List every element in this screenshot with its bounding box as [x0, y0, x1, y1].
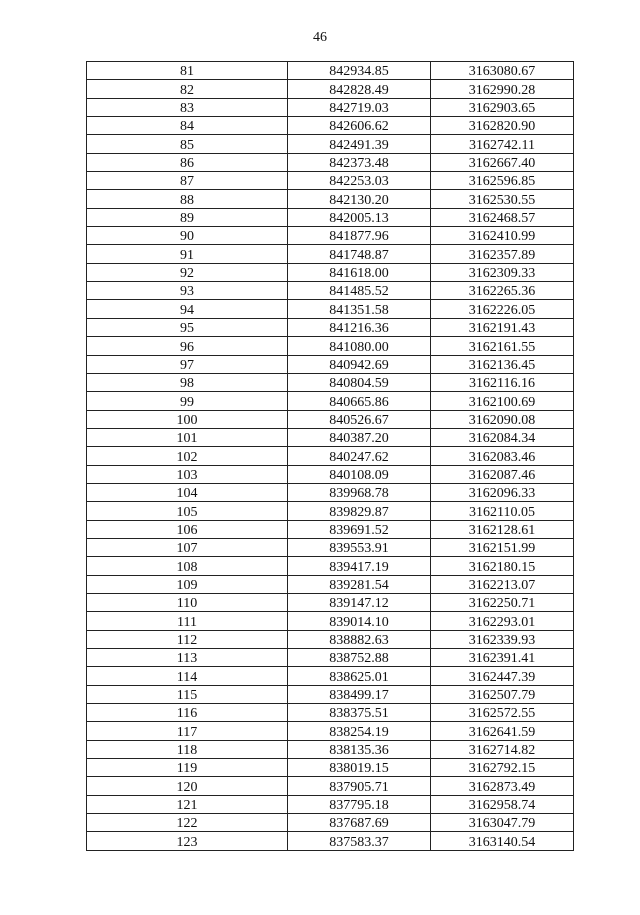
point-number-cell: 82	[87, 80, 288, 98]
y-coordinate-cell: 3162084.34	[431, 428, 574, 446]
table-row	[87, 667, 574, 685]
table-row	[87, 814, 574, 832]
table-row	[87, 392, 574, 410]
point-number-cell: 119	[87, 759, 288, 777]
y-coordinate-cell: 3162250.71	[431, 593, 574, 611]
x-coordinate-cell: 841080.00	[288, 337, 431, 355]
y-coordinate-cell: 3163140.54	[431, 832, 574, 850]
page-number: 46	[313, 30, 327, 45]
point-number-cell: 107	[87, 538, 288, 556]
x-coordinate-cell: 842719.03	[288, 98, 431, 116]
x-coordinate-cell: 839147.12	[288, 593, 431, 611]
table-row	[87, 520, 574, 538]
table-row	[87, 759, 574, 777]
y-coordinate-cell: 3162410.99	[431, 227, 574, 245]
point-number-cell: 90	[87, 227, 288, 245]
x-coordinate-cell: 840942.69	[288, 355, 431, 373]
point-number-cell: 109	[87, 575, 288, 593]
x-coordinate-cell: 842373.48	[288, 153, 431, 171]
x-coordinate-cell: 841748.87	[288, 245, 431, 263]
table-row	[87, 135, 574, 153]
x-coordinate-cell: 838752.88	[288, 649, 431, 667]
table-row	[87, 428, 574, 446]
x-coordinate-cell: 842130.20	[288, 190, 431, 208]
y-coordinate-cell: 3163080.67	[431, 62, 574, 80]
y-coordinate-cell: 3162293.01	[431, 612, 574, 630]
point-number-cell: 101	[87, 428, 288, 446]
y-coordinate-cell: 3162357.89	[431, 245, 574, 263]
x-coordinate-cell: 840247.62	[288, 447, 431, 465]
y-coordinate-cell: 3162128.61	[431, 520, 574, 538]
y-coordinate-cell: 3162990.28	[431, 80, 574, 98]
point-number-cell: 115	[87, 685, 288, 703]
table-row	[87, 740, 574, 758]
table-row	[87, 263, 574, 281]
x-coordinate-cell: 839968.78	[288, 483, 431, 501]
table-row	[87, 245, 574, 263]
coordinate-table-body	[87, 62, 574, 851]
x-coordinate-cell: 838375.51	[288, 704, 431, 722]
x-coordinate-cell: 840665.86	[288, 392, 431, 410]
table-row	[87, 300, 574, 318]
table-row	[87, 153, 574, 171]
point-number-cell: 103	[87, 465, 288, 483]
point-number-cell: 99	[87, 392, 288, 410]
table-row	[87, 282, 574, 300]
x-coordinate-cell: 842253.03	[288, 172, 431, 190]
point-number-cell: 110	[87, 593, 288, 611]
x-coordinate-cell: 839691.52	[288, 520, 431, 538]
table-row	[87, 649, 574, 667]
y-coordinate-cell: 3162530.55	[431, 190, 574, 208]
point-number-cell: 114	[87, 667, 288, 685]
y-coordinate-cell: 3162265.36	[431, 282, 574, 300]
y-coordinate-cell: 3162110.05	[431, 502, 574, 520]
x-coordinate-cell: 838499.17	[288, 685, 431, 703]
table-row	[87, 227, 574, 245]
table-row	[87, 172, 574, 190]
y-coordinate-cell: 3162667.40	[431, 153, 574, 171]
table-row	[87, 593, 574, 611]
point-number-cell: 87	[87, 172, 288, 190]
table-row	[87, 685, 574, 703]
point-number-cell: 96	[87, 337, 288, 355]
y-coordinate-cell: 3162083.46	[431, 447, 574, 465]
x-coordinate-cell: 838135.36	[288, 740, 431, 758]
point-number-cell: 97	[87, 355, 288, 373]
point-number-cell: 118	[87, 740, 288, 758]
table-row	[87, 373, 574, 391]
y-coordinate-cell: 3162572.55	[431, 704, 574, 722]
x-coordinate-cell: 838625.01	[288, 667, 431, 685]
x-coordinate-cell: 840804.59	[288, 373, 431, 391]
y-coordinate-cell: 3162213.07	[431, 575, 574, 593]
x-coordinate-cell: 839553.91	[288, 538, 431, 556]
x-coordinate-cell: 837687.69	[288, 814, 431, 832]
point-number-cell: 91	[87, 245, 288, 263]
point-number-cell: 111	[87, 612, 288, 630]
point-number-cell: 81	[87, 62, 288, 80]
table-row	[87, 62, 574, 80]
point-number-cell: 116	[87, 704, 288, 722]
table-row	[87, 318, 574, 336]
table-row	[87, 483, 574, 501]
y-coordinate-cell: 3162191.43	[431, 318, 574, 336]
y-coordinate-cell: 3162903.65	[431, 98, 574, 116]
point-number-cell: 93	[87, 282, 288, 300]
y-coordinate-cell: 3163047.79	[431, 814, 574, 832]
point-number-cell: 122	[87, 814, 288, 832]
x-coordinate-cell: 838254.19	[288, 722, 431, 740]
y-coordinate-cell: 3162087.46	[431, 465, 574, 483]
x-coordinate-cell: 841485.52	[288, 282, 431, 300]
table-row	[87, 795, 574, 813]
x-coordinate-cell: 839014.10	[288, 612, 431, 630]
table-row	[87, 612, 574, 630]
point-number-cell: 98	[87, 373, 288, 391]
y-coordinate-cell: 3162641.59	[431, 722, 574, 740]
table-row	[87, 465, 574, 483]
point-number-cell: 108	[87, 557, 288, 575]
x-coordinate-cell: 842828.49	[288, 80, 431, 98]
point-number-cell: 104	[87, 483, 288, 501]
y-coordinate-cell: 3162339.93	[431, 630, 574, 648]
table-row	[87, 337, 574, 355]
point-number-cell: 106	[87, 520, 288, 538]
x-coordinate-cell: 840526.67	[288, 410, 431, 428]
point-number-cell: 102	[87, 447, 288, 465]
x-coordinate-cell: 841877.96	[288, 227, 431, 245]
x-coordinate-cell: 837905.71	[288, 777, 431, 795]
x-coordinate-cell: 839281.54	[288, 575, 431, 593]
y-coordinate-cell: 3162161.55	[431, 337, 574, 355]
x-coordinate-cell: 841216.36	[288, 318, 431, 336]
table-row	[87, 117, 574, 135]
point-number-cell: 83	[87, 98, 288, 116]
y-coordinate-cell: 3162100.69	[431, 392, 574, 410]
table-row	[87, 502, 574, 520]
x-coordinate-cell: 840387.20	[288, 428, 431, 446]
y-coordinate-cell: 3162714.82	[431, 740, 574, 758]
point-number-cell: 86	[87, 153, 288, 171]
coordinate-table	[86, 61, 574, 851]
x-coordinate-cell: 837795.18	[288, 795, 431, 813]
x-coordinate-cell: 841351.58	[288, 300, 431, 318]
point-number-cell: 117	[87, 722, 288, 740]
table-row	[87, 538, 574, 556]
table-row	[87, 557, 574, 575]
y-coordinate-cell: 3162958.74	[431, 795, 574, 813]
y-coordinate-cell: 3162820.90	[431, 117, 574, 135]
y-coordinate-cell: 3162180.15	[431, 557, 574, 575]
point-number-cell: 85	[87, 135, 288, 153]
point-number-cell: 123	[87, 832, 288, 850]
y-coordinate-cell: 3162596.85	[431, 172, 574, 190]
x-coordinate-cell: 842491.39	[288, 135, 431, 153]
point-number-cell: 94	[87, 300, 288, 318]
x-coordinate-cell: 841618.00	[288, 263, 431, 281]
table-row	[87, 190, 574, 208]
y-coordinate-cell: 3162309.33	[431, 263, 574, 281]
table-row	[87, 80, 574, 98]
x-coordinate-cell: 842005.13	[288, 208, 431, 226]
y-coordinate-cell: 3162151.99	[431, 538, 574, 556]
point-number-cell: 89	[87, 208, 288, 226]
point-number-cell: 112	[87, 630, 288, 648]
point-number-cell: 100	[87, 410, 288, 428]
point-number-cell: 120	[87, 777, 288, 795]
y-coordinate-cell: 3162792.15	[431, 759, 574, 777]
table-row	[87, 777, 574, 795]
y-coordinate-cell: 3162507.79	[431, 685, 574, 703]
table-row	[87, 208, 574, 226]
y-coordinate-cell: 3162090.08	[431, 410, 574, 428]
table-row	[87, 410, 574, 428]
y-coordinate-cell: 3162226.05	[431, 300, 574, 318]
point-number-cell: 121	[87, 795, 288, 813]
x-coordinate-cell: 838019.15	[288, 759, 431, 777]
table-row	[87, 575, 574, 593]
y-coordinate-cell: 3162742.11	[431, 135, 574, 153]
x-coordinate-cell: 837583.37	[288, 832, 431, 850]
x-coordinate-cell: 839829.87	[288, 502, 431, 520]
point-number-cell: 84	[87, 117, 288, 135]
table-row	[87, 704, 574, 722]
point-number-cell: 88	[87, 190, 288, 208]
table-row	[87, 355, 574, 373]
table-row	[87, 832, 574, 850]
y-coordinate-cell: 3162447.39	[431, 667, 574, 685]
y-coordinate-cell: 3162391.41	[431, 649, 574, 667]
y-coordinate-cell: 3162873.49	[431, 777, 574, 795]
table-row	[87, 630, 574, 648]
point-number-cell: 105	[87, 502, 288, 520]
x-coordinate-cell: 838882.63	[288, 630, 431, 648]
y-coordinate-cell: 3162136.45	[431, 355, 574, 373]
point-number-cell: 92	[87, 263, 288, 281]
x-coordinate-cell: 839417.19	[288, 557, 431, 575]
y-coordinate-cell: 3162116.16	[431, 373, 574, 391]
point-number-cell: 95	[87, 318, 288, 336]
table-row	[87, 98, 574, 116]
y-coordinate-cell: 3162096.33	[431, 483, 574, 501]
x-coordinate-cell: 840108.09	[288, 465, 431, 483]
table-row	[87, 447, 574, 465]
x-coordinate-cell: 842606.62	[288, 117, 431, 135]
table-row	[87, 722, 574, 740]
x-coordinate-cell: 842934.85	[288, 62, 431, 80]
y-coordinate-cell: 3162468.57	[431, 208, 574, 226]
point-number-cell: 113	[87, 649, 288, 667]
